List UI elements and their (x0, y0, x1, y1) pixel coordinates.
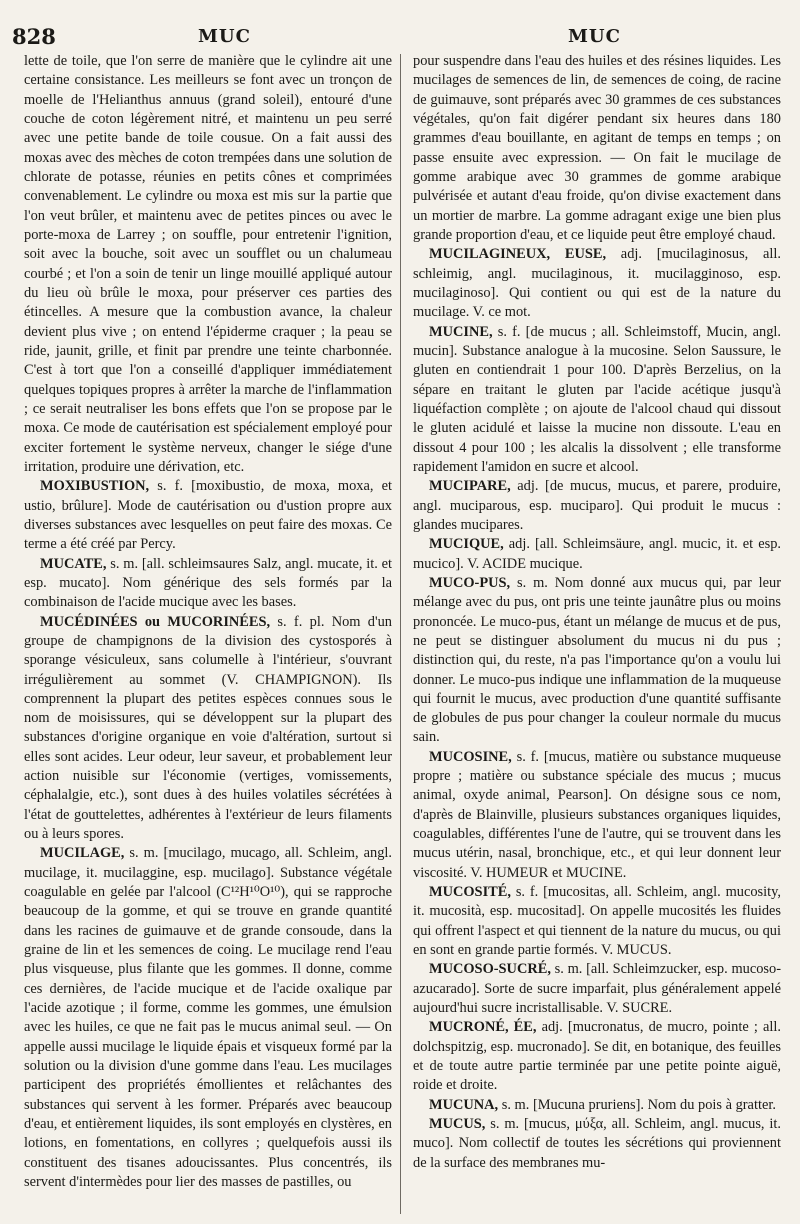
entry-headword: MOXIBUSTION, (40, 478, 150, 495)
entry-headword: MUCOSO-SUCRÉ, (429, 961, 551, 978)
dictionary-entry (413, 1018, 781, 1095)
dictionary-entry (24, 477, 392, 554)
entry-headword: MUCUNA, (429, 1096, 499, 1113)
entry-headword: MUCOSITÉ, (429, 884, 511, 901)
dictionary-entry (413, 323, 781, 478)
dictionary-entry (24, 555, 392, 613)
entry-text: s. m. [Mucuna pruriens]. Nom du pois à gratter. (498, 1096, 776, 1113)
dictionary-entry (413, 960, 781, 1018)
entry-headword: MUCIQUE, (429, 536, 504, 553)
entry-headword: MUCO-PUS, (429, 574, 511, 591)
entry-headword: MUCILAGINEUX, EUSE, (429, 246, 607, 263)
entry-text: adj. [mucronatus, de mucro, pointe ; all. dolchspitzig, esp. mucronado]. Se dit, en botanique, des feuilles et de toute autre partie terminée par une petite pointe aiguë, roide et droite. (413, 1019, 781, 1094)
entry-text: pour suspendre dans l'eau des huiles et des résines liquides. Les mucilages de semences de lin, de semences de coing, de racine de guimauve, sont préparés avec 30 grammes de ces substances végétales, qu'on fait digérer pendant six heures dans 180 grammes d'eau bouillante, en agitant de temps en temps ; on passe ensuite avec expression. — On fait le mucilage de gomme arabique avec 30 grammes de gomme arabique pulvérisée et autant d'eau froide, qu'on divise exactement dans un mortier de marbre. La gomme adragant exige une bien plus grande proportion d'eau, et ce liquide peut être employé chaud. (413, 53, 781, 243)
entry-headword: MUCILAGE, (40, 845, 125, 862)
entry-text: s. f. [moxibustio, de moxa, moxa, et ustio, brûlure]. Mode de cautérisation ou d'ustion propre aux diverses substances avec lesquelles on peut faire des moxas. Ce terme a été créé par Percy. (24, 478, 392, 553)
entry-text: adj. [all. Schleimsäure, angl. mucic, it. et esp. mucico]. V. ACIDE mucique. (413, 536, 781, 572)
left-text-column (24, 52, 392, 1192)
entry-text: s. m. [all. Schleimzucker, esp. mucoso-azucarado]. Sorte de sucre imparfait, plus généralement appelé aujourd'hui sucre incristallisable. V. SUCRE. (413, 961, 781, 1017)
dictionary-entry (413, 245, 781, 322)
right-text-column (413, 52, 781, 1173)
entry-headword: MUCOSINE, (429, 748, 512, 765)
dictionary-entry (413, 535, 781, 574)
entry-text: s. m. [mucilago, mucago, all. Schleim, angl. mucilage, it. mucilaggine, esp. mucilago]. Substance végétale coagulable en gelée par l'alcool (C¹²H¹⁰O¹⁰), qui se rapproche beaucoup de la gomme, et qui se trouve en grande quantité dans les racines de guimauve et de grande consoude, dans la graine de lin et les semences de coing. Le mucilage rend l'eau plus visqueuse, plus filante que les gommes. Il donne, comme ces dernières, de l'acide mucique et de l'acide oxalique par l'acide azotique ; il forme, comme les gommes, une émulsion avec les huiles, ce que ne fait pas le mucus animal seul. — On appelle aussi mucilage le liquide épais et visqueux formé par la solution ou la division d'une gomme dans l'eau. Les mucilages participent des propriétés émollientes et relâchantes des substances qui servent à les former. Préparés avec beaucoup d'eau, et entièrement liquides, ils sont employés en clystères, en lotions, en fomentations, en collyres ; quelquefois aussi ils constituent des tisanes adoucissantes. Plus concentrés, ils servent d'intermèdes pour lier des masses de pastilles, ou (24, 845, 392, 1191)
dictionary-entry (413, 477, 781, 535)
entry-text: adj. [de mucus, mucus, et parere, produire, angl. muciparous, esp. muciparo]. Qui produit le mucus : glandes mucipares. (413, 478, 781, 533)
entry-headword: MUCUS, (429, 1116, 486, 1133)
continued-text (413, 52, 781, 245)
continued-text (24, 52, 392, 477)
page-number: 828 (12, 24, 56, 49)
dictionary-entry (24, 613, 392, 845)
entry-text: s. f. [mucositas, all. Schleim, angl. mucosity, it. mucosità, esp. mucositad]. On appelle mucosités les fluides qui offrent l'aspect et qui tiennent de la nature du mucus, ou qui en sont en grande partie formés. V. MUCUS. (413, 884, 781, 959)
entry-text: s. f. pl. Nom d'un groupe de champignons de la division des cystosporés à sporange vésiculeux, sans columelle à l'intérieur, s'ouvrant irrégulièrement au sommet (V. CHAMPIGNON). Ils comprennent la plupart des petites espèces connues sous le nom de moisissures, qui se développent sur la plupart des substances d'origine organique en voie d'altération, surtout si elles sont acides. Leur odeur, leur saveur, et probablement leur action nuisible sur l'économie (vertiges, vomissements, céphalalgie, etc.), sont dues à des huiles volatiles sécrétées à l'état de gouttelettes, adhérentes à l'extérieur de leurs filaments ou à leurs spores. (24, 613, 392, 843)
entry-headword: MUCRONÉ, ÉE, (429, 1019, 537, 1036)
dictionary-entry (413, 883, 781, 960)
dictionary-entry (413, 574, 781, 748)
column-divider (400, 54, 401, 1214)
entry-headword: MUCINE, (429, 323, 493, 340)
dictionary-entry (413, 1096, 781, 1115)
entry-text: s. m. Nom donné aux mucus qui, par leur mélange avec du pus, ont pris une teinte jaunâtre plus ou moins prononcée. Le muco-pus, étant un mélange de mucus et de pus, ne peut se distinguer absolument du mucus ni du pus ; distinction qui, du reste, n'a pas l'importance qu'on a voulu lui donner. Le muco-pus indique une inflammation de la muqueuse qui fournit le mucus, avec production d'une quantité suffisante de globules de pus pour changer la couleur normale du mucus sain. (413, 574, 781, 746)
entry-headword: MUCATE, (40, 555, 107, 572)
entry-text: lette de toile, que l'on serre de manière que le cylindre ait une certaine consistance. Les meilleurs se font avec un tronçon de moelle de l'Helianthus annuus (grand soleil), entouré d'une couche de coton légèrement nitré, et maintenu un peu serré avec une petite bande de toile cousue. On a fait aussi des moxas avec des mèches de coton trempées dans une solution de chlorate de potasse, réunies en petits cônes et comprimées convenablement. Le cylindre ou moxa est mis sur la partie que l'on veut brûler, et maintenu avec de petites pinces ou avec le porte-moxa de Larrey ; on souffle, pour entretenir l'ignition, soit avec la bouche, soit avec un soufflet ou un chalumeau courbé ; et l'on a soin de tenir un linge mouillé appliqué autour du lieu où brûle le moxa, pour préserver ces parties des étincelles. A mesure que la combustion avance, la chaleur devient plus vive ; on entend l'épiderme craquer ; la peau se ride, jaunit, grille, et finit par prendre une teinte charbonnée. C'est à tort que l'on a conseillé d'appliquer immédiatement quelques topiques propres à arrêter la marche de l'inflammation ; ce serait neutraliser les bons effets que l'on se propose par le moxa. Ce mode de cautérisation est spécialement employé pour exciter fortement le système nerveux, changer le siége d'une irritation, produire une dérivation, etc. (24, 53, 392, 475)
right-running-headword: MUC (568, 26, 621, 47)
entry-text: s. f. [de mucus ; all. Schleimstoff, Mucin, angl. mucin]. Substance analogue à la mucosine. Selon Saussure, le gluten en contiendrait 1 pour 100. D'après Berzelius, on la sépare en traitant le gluten par l'acide acétique jusqu'à liquéfaction complète ; on ajoute de l'alcool chaud qui dissout le gluten acidulé et laisse la mucine non dissoute. L'eau en dissout 4 pour 100 ; les alcalis la dissolvent ; elle transforme rapidement l'amidon en sucre et alcool. (413, 323, 781, 475)
entry-headword: MUCÉDINÉES ou MUCORINÉES, (40, 613, 271, 630)
left-running-headword: MUC (198, 26, 251, 47)
entry-text: s. m. [all. schleimsaures Salz, angl. mucate, it. et esp. mucato]. Nom générique des sels formés par la combinaison de l'acide mucique avec les bases. (24, 555, 392, 611)
dictionary-entry (413, 1115, 781, 1173)
entry-headword: MUCIPARE, (429, 478, 511, 495)
entry-text: adj. [mucilaginosus, all. schleimig, angl. mucilaginous, it. mucilagginoso, esp. mucilaginoso]. Qui contient ou qui est de la nature du mucilage. V. ce mot. (413, 246, 781, 321)
entry-text: s. m. [mucus, μύξα, all. Schleim, angl. mucus, it. muco]. Nom collectif de toutes les sécrétions qui proviennent de la surface des membranes mu- (413, 1116, 781, 1171)
dictionary-entry (413, 748, 781, 883)
dictionary-entry (24, 844, 392, 1192)
entry-text: s. f. [mucus, matière ou substance muqueuse propre ; matière ou substance spéciale des mucus ; mucus animal, oxyde animal, Pearson]. On désigne sous ce nom, d'après de Blainville, plusieurs substances organiques liquides, coagulables, différentes l'une de l'autre, qui se trouvent dans les mucus utérin, nasal, bronchique, etc., et qui leur donnent leur viscosité. V. HUMEUR et MUCINE. (413, 748, 781, 881)
running-header (12, 22, 790, 54)
